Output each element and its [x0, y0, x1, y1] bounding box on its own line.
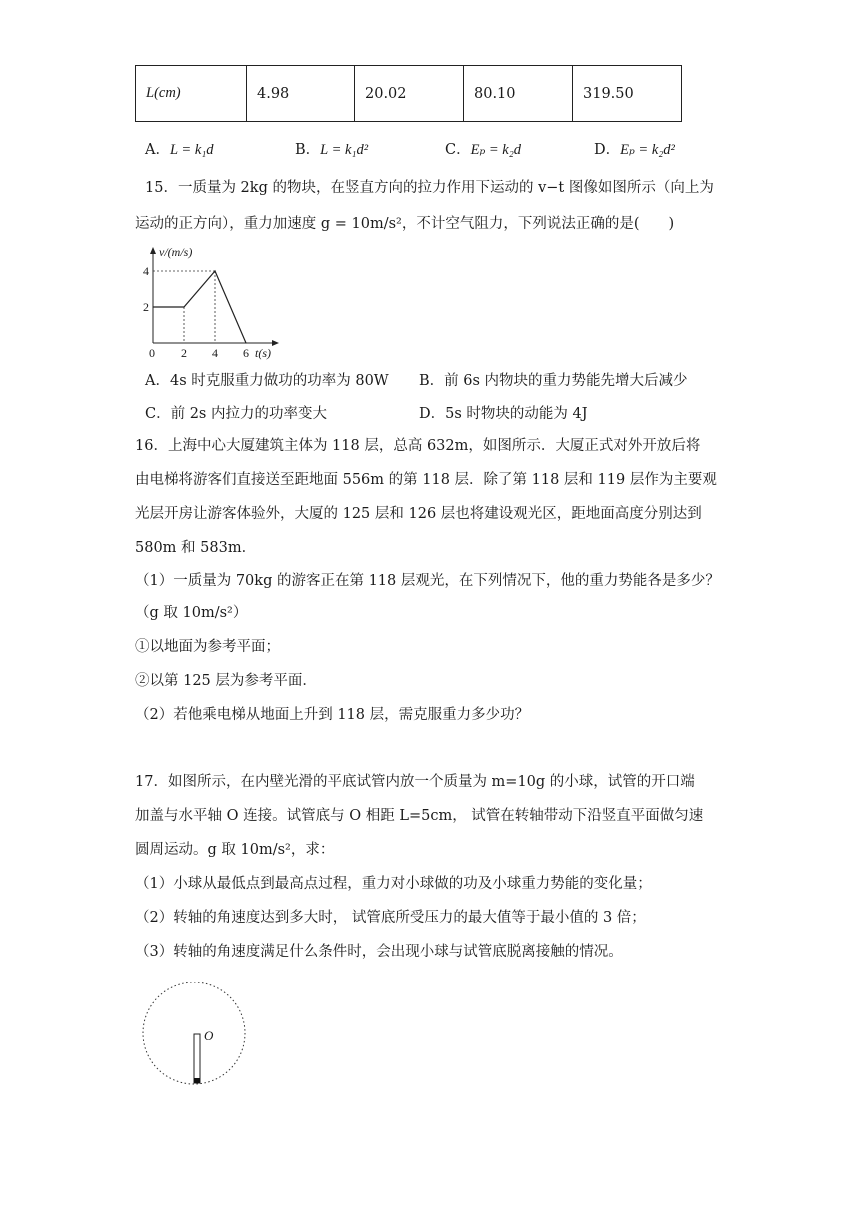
q16-item2: ②以第 125 层为参考平面．: [135, 673, 317, 689]
q14-option-d: D．Eₚ = k₂d²: [594, 142, 675, 158]
q17-stem-line1: 17．如图所示，在内壁光滑的平底试管内放一个质量为 m=10g 的小球，试管的开口端: [135, 774, 695, 790]
q14-option-a: A．L = k₁d: [145, 142, 214, 158]
q14-option-b: B．L = k₁d²: [295, 142, 369, 158]
y-axis-label: v/(m/s): [159, 245, 193, 259]
table-cell: 20.02: [355, 66, 464, 122]
series-line: [153, 271, 246, 343]
q17-stem-line2: 加盖与水平轴 O 连接。试管底与 O 相距 L=5cm， 试管在转轴带动下沿竖直平面做匀速: [135, 808, 704, 824]
table-cell: 319.50: [573, 66, 682, 122]
test-tube-figure: [140, 982, 255, 1092]
q16-stem-line3: 光层开房让游客体验外，大厦的 125 层和 126 层也将建设观光区，距地面高度分别达到: [135, 506, 702, 522]
x-tick-label: 4: [212, 346, 218, 360]
table-row: [136, 66, 682, 122]
x-axis-label: t(s): [255, 346, 271, 360]
q16-sub1-note: （g 取 10m/s²）: [135, 605, 248, 621]
q15-option-a: A．4s 时克服重力做功的功率为 80W: [145, 373, 389, 389]
test-tube: [194, 1034, 200, 1083]
axis-label-o: O: [204, 1028, 214, 1043]
q17-sub2: （2）转轴的角速度达到多大时， 试管底所受压力的最大值等于最小值的 3 倍；: [135, 910, 646, 926]
q15-stem-line1: 15．一质量为 2kg 的物块，在竖直方向的拉力作用下运动的 v−t 图像如图所示（向上为: [145, 180, 714, 196]
y-axis-arrow-icon: [150, 247, 156, 254]
q17-stem-line3: 圆周运动。g 取 10m/s²，求：: [135, 842, 335, 858]
q15-option-b: B．前 6s 内物块的重力势能先增大后减少: [419, 373, 688, 389]
q16-stem-line2: 由电梯将游客们直接送至距地面 556m 的第 118 层．除了第 118 层和 119 层作为主要观: [135, 472, 717, 488]
q17-sub3: （3）转轴的角速度满足什么条件时，会出现小球与试管底脱离接触的情况。: [135, 944, 623, 960]
x-axis-arrow-icon: [272, 340, 279, 346]
data-table: [135, 65, 682, 122]
y-tick-label: 2: [143, 300, 149, 314]
q15-option-d: D．5s 时物块的动能为 4J: [419, 406, 588, 422]
table-row-label: L(cm): [136, 66, 247, 122]
q16-stem-line1: 16．上海中心大厦建筑主体为 118 层，总高 632m，如图所示．大厦正式对外开放后将: [135, 438, 701, 454]
vt-chart: [135, 243, 295, 365]
q16-item1: ①以地面为参考平面；: [135, 639, 280, 655]
q15-stem-line2: 运动的正方向），重力加速度 g = 10m/s²，不计空气阻力，下列说法正确的是( ): [135, 216, 675, 232]
y-tick-label: 4: [143, 264, 149, 278]
q14-option-c: C．Eₚ = k₂d: [445, 142, 522, 158]
x-tick-label: 6: [243, 346, 249, 360]
x-tick-label: 2: [181, 346, 187, 360]
q16-sub2: （2）若他乘电梯从地面上升到 118 层，需克服重力多少功？: [135, 707, 530, 723]
q17-sub1: （1）小球从最低点到最高点过程，重力对小球做的功及小球重力势能的变化量；: [135, 876, 652, 892]
q16-sub1: （1）一质量为 70kg 的游客正在第 118 层观光，在下列情况下，他的重力势能各是多少？: [135, 573, 720, 589]
q15-option-c: C．前 2s 内拉力的功率变大: [145, 406, 327, 422]
table-cell: 4.98: [247, 66, 355, 122]
ball-in-tube: [194, 1078, 200, 1083]
x-tick-label: 0: [149, 346, 155, 360]
q16-stem-line4: 580m 和 583m．: [135, 540, 257, 556]
table-cell: 80.10: [464, 66, 573, 122]
